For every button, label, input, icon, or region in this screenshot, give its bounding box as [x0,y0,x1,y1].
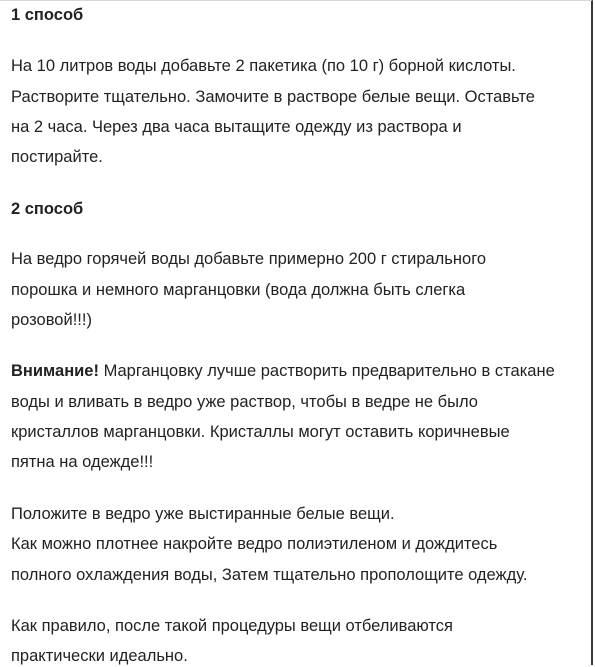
method-1-line-2: Растворите тщательно. Замочите в растворе белые вещи. Оставьте [11,88,535,106]
method-1-line-1: На 10 литров воды добавьте 2 пакетика (по 10 г) борной кислоты. [11,57,516,75]
result-line-1: Как правило, после такой процедуры вещи отбеливаются [11,617,453,635]
method-1-heading: 1 способ [11,6,84,24]
method-2-heading: 2 способ [11,200,84,218]
warning-line-1 [11,360,555,382]
steps-line-1: Положите в ведро уже выстиранные белые вещи. [11,505,395,523]
steps-line-2: Как можно плотнее накройте ведро полиэтиленом и дождитесь [11,535,498,553]
method-1-line-4: постирайте. [11,148,103,166]
result-line-2: практически идеально. [11,647,188,665]
warning-line-3: кристаллов марганцовки. Кристаллы могут оставить коричневые [11,423,510,441]
warning-line-1-text: Марганцовку лучше растворить предварительно в стакане [98,362,555,380]
warning-line-4: пятна на одежде!!! [11,453,154,471]
method-2-intro-line-1: На ведро горячей воды добавьте примерно 200 г стирального [11,250,487,268]
method-1-line-3: на 2 часа. Через два часа вытащите одежду из раствора и [11,118,462,136]
warning-line-2: воды и вливать в ведро уже раствор, чтобы в ведре не было [11,393,478,411]
warning-label: Внимание! [11,362,99,380]
steps-line-3: полного охлаждения воды, Затем тщательно прополощите одежду. [11,566,528,584]
method-2-intro-line-2: порошка и немного марганцовки (вода должна быть слегка [11,281,466,299]
method-2-intro-line-3: розовой!!!) [11,311,92,329]
